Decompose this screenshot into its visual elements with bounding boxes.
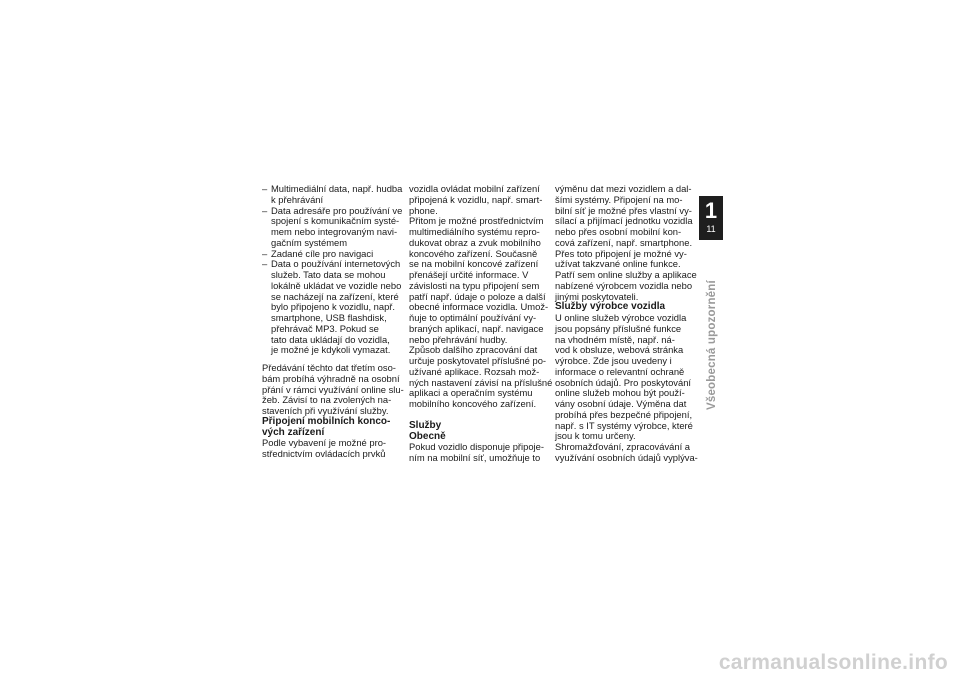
text-line: jsou k tomu určeny.: [555, 430, 636, 442]
text-line: ných nastavení závisí na příslušné: [409, 376, 553, 388]
text-line: bám probíhá výhradně na osobní: [262, 372, 400, 384]
text-line: užívat takzvané online funkce.: [555, 258, 681, 270]
text-line: jsou popsány příslušné funkce: [555, 322, 682, 334]
text-line: na vhodném místě, např. ná-: [555, 333, 675, 345]
text-line: Způsob dalšího zpracování dat: [409, 344, 538, 356]
subsection-heading: Obecně: [409, 430, 446, 442]
text-line: staveních při využívání služby.: [262, 405, 389, 416]
text-line: spojení s komunikačním systé-: [271, 215, 400, 227]
section-heading: [262, 417, 402, 439]
text-line: výměnu dat mezi vozidlem a dal-: [555, 183, 692, 194]
dash-icon: –: [262, 183, 268, 194]
text-line: vých zařízení: [262, 426, 325, 438]
text-line: určuje poskytovatel příslušné po-: [409, 355, 547, 366]
text-line: Podle vybavení je možné pro-: [262, 437, 387, 449]
text-line: k přehrávání: [271, 193, 324, 205]
text-line: jinými poskytovateli.: [555, 290, 639, 302]
text-column-1: [262, 184, 402, 460]
paragraph: [409, 184, 549, 216]
list-item: [262, 184, 402, 206]
paragraph: [555, 313, 695, 442]
text-line: užívané aplikace. Rozsah mož-: [409, 365, 540, 377]
chapter-tab: [699, 196, 723, 240]
text-line: sílací a přijímací jednotku vozidla: [555, 215, 693, 227]
text-line: připojená k vozidlu, např. smart-: [409, 193, 543, 205]
chapter-number: 1: [704, 198, 718, 223]
dash-icon: –: [262, 258, 268, 270]
text-line: gačním systémem: [271, 236, 348, 248]
dash-icon: –: [262, 204, 268, 216]
text-line: bilní síť je možné přes vlastní vy-: [555, 204, 692, 216]
text-line: bylo připojeno k vozidlu, např.: [271, 301, 396, 313]
dash-icon: –: [262, 247, 268, 259]
text-line: Předávání těchto dat třetím oso-: [262, 362, 396, 373]
text-line: střednictvím ovládacích prvků: [262, 448, 386, 459]
text-line: koncového zařízení. Současně: [409, 247, 538, 259]
text-line: je možné je kdykoli vymazat.: [271, 344, 391, 356]
text-line: přehrávač MP3. Pokud se: [271, 322, 379, 334]
text-line: služeb. Tato data se mohou: [271, 269, 386, 280]
text-line: nebo přes osobní mobilní kon-: [555, 226, 682, 237]
text-line: ním na mobilní síť, umožňuje to: [409, 452, 541, 463]
text-line: mobilního koncového zařízení.: [409, 398, 537, 409]
text-line: např. s IT systémy výrobce, které: [555, 419, 693, 431]
text-line: Multimediální data, např. hudba: [271, 183, 403, 194]
list-item: [262, 206, 402, 249]
text-line: šími systémy. Připojení na mo-: [555, 193, 683, 205]
text-line: dukovat obraz a zvuk mobilního: [409, 236, 541, 248]
text-line: lokálně ukládat ve vozidle nebo: [271, 279, 402, 291]
text-line: Data adresáře pro používání ve: [271, 204, 403, 216]
text-line: Připojení mobilních konco-: [262, 415, 391, 427]
text-line: Přitom je možné prostřednictvím: [409, 215, 544, 227]
paragraph: [262, 438, 402, 460]
text-line: vod k obsluze, webová stránka: [555, 344, 684, 356]
paragraph: [262, 363, 402, 417]
text-line: osobních údajů. Pro poskytování: [555, 376, 692, 388]
watermark: carmanualsonline.info: [718, 651, 948, 674]
text-line: nabízené výrobcem vozidla nebo: [555, 279, 693, 291]
text-line: se nacházejí na zařízení, které: [271, 290, 399, 302]
bullet-list: [262, 184, 402, 356]
text-line: Shromažďování, zpracovávání a: [555, 441, 690, 452]
text-line: aplikaci a operačním systému: [409, 387, 533, 399]
text-line: přenášejí určité informace. V: [409, 269, 529, 280]
list-item: [262, 259, 402, 356]
page-number: 11: [706, 224, 716, 234]
text-line: phone.: [409, 204, 438, 216]
section-heading: Služby: [409, 419, 442, 431]
text-line: cová zařízení, např. smartphone.: [555, 236, 693, 248]
text-column-3: [555, 183, 698, 464]
text-line: mem nebo integrovaným navi-: [271, 226, 398, 237]
text-line: patří např. údaje o poloze a další: [409, 290, 546, 302]
text-line: probíhá přes bezpečné připojení,: [555, 408, 693, 420]
text-line: tato data ukládají do vozidla,: [271, 333, 390, 345]
text-line: informace o relevantní ochraně: [555, 365, 685, 377]
text-line: se na mobilní koncové zařízení: [409, 258, 539, 270]
text-line: přání v rámci využívání online slu-: [262, 383, 404, 395]
text-column-2: [409, 183, 553, 464]
text-line: U online služeb výrobce vozidla: [555, 312, 687, 323]
text-line: nebo přehrávání hudby.: [409, 333, 508, 345]
text-line: Patří sem online služby a aplikace: [555, 269, 697, 280]
text-line: využívání osobních údajů vyplýva-: [555, 451, 698, 463]
text-line: ňuje to optimální používání vy-: [409, 312, 537, 323]
text-line: vány osobní údaje. Výměna dat: [555, 398, 687, 409]
text-line: závislosti na typu připojení sem: [409, 279, 540, 291]
paragraph: [409, 344, 553, 410]
text-line: Zadané cíle pro navigaci: [271, 247, 374, 259]
section-title-vertical: Všeobecná upozornění: [706, 280, 718, 410]
text-line: vozidla ovládat mobilní zařízení: [409, 183, 540, 194]
paragraph: [555, 184, 695, 302]
text-line: Data o používání internetových: [271, 258, 401, 270]
text-line: online služeb mohou být použí-: [555, 387, 685, 399]
text-line: Pokud vozidlo disponuje připoje-: [409, 441, 544, 453]
text-line: multimediálního systému repro-: [409, 226, 540, 237]
text-line: Přes toto připojení je možné vy-: [555, 247, 687, 259]
section-heading: Služby výrobce vozidla: [555, 301, 666, 313]
text-line: obecné informace vozidla. Umož-: [409, 301, 549, 313]
paragraph: [409, 216, 549, 345]
text-line: žeb. Závisí to na zvolených na-: [262, 394, 392, 406]
text-line: smartphone, USB flashdisk,: [271, 312, 387, 323]
paragraph: [409, 442, 549, 464]
text-line: výrobce. Zde jsou uvedeny i: [555, 355, 672, 366]
text-line: braných aplikací, např. navigace: [409, 322, 544, 334]
paragraph: [555, 441, 698, 464]
